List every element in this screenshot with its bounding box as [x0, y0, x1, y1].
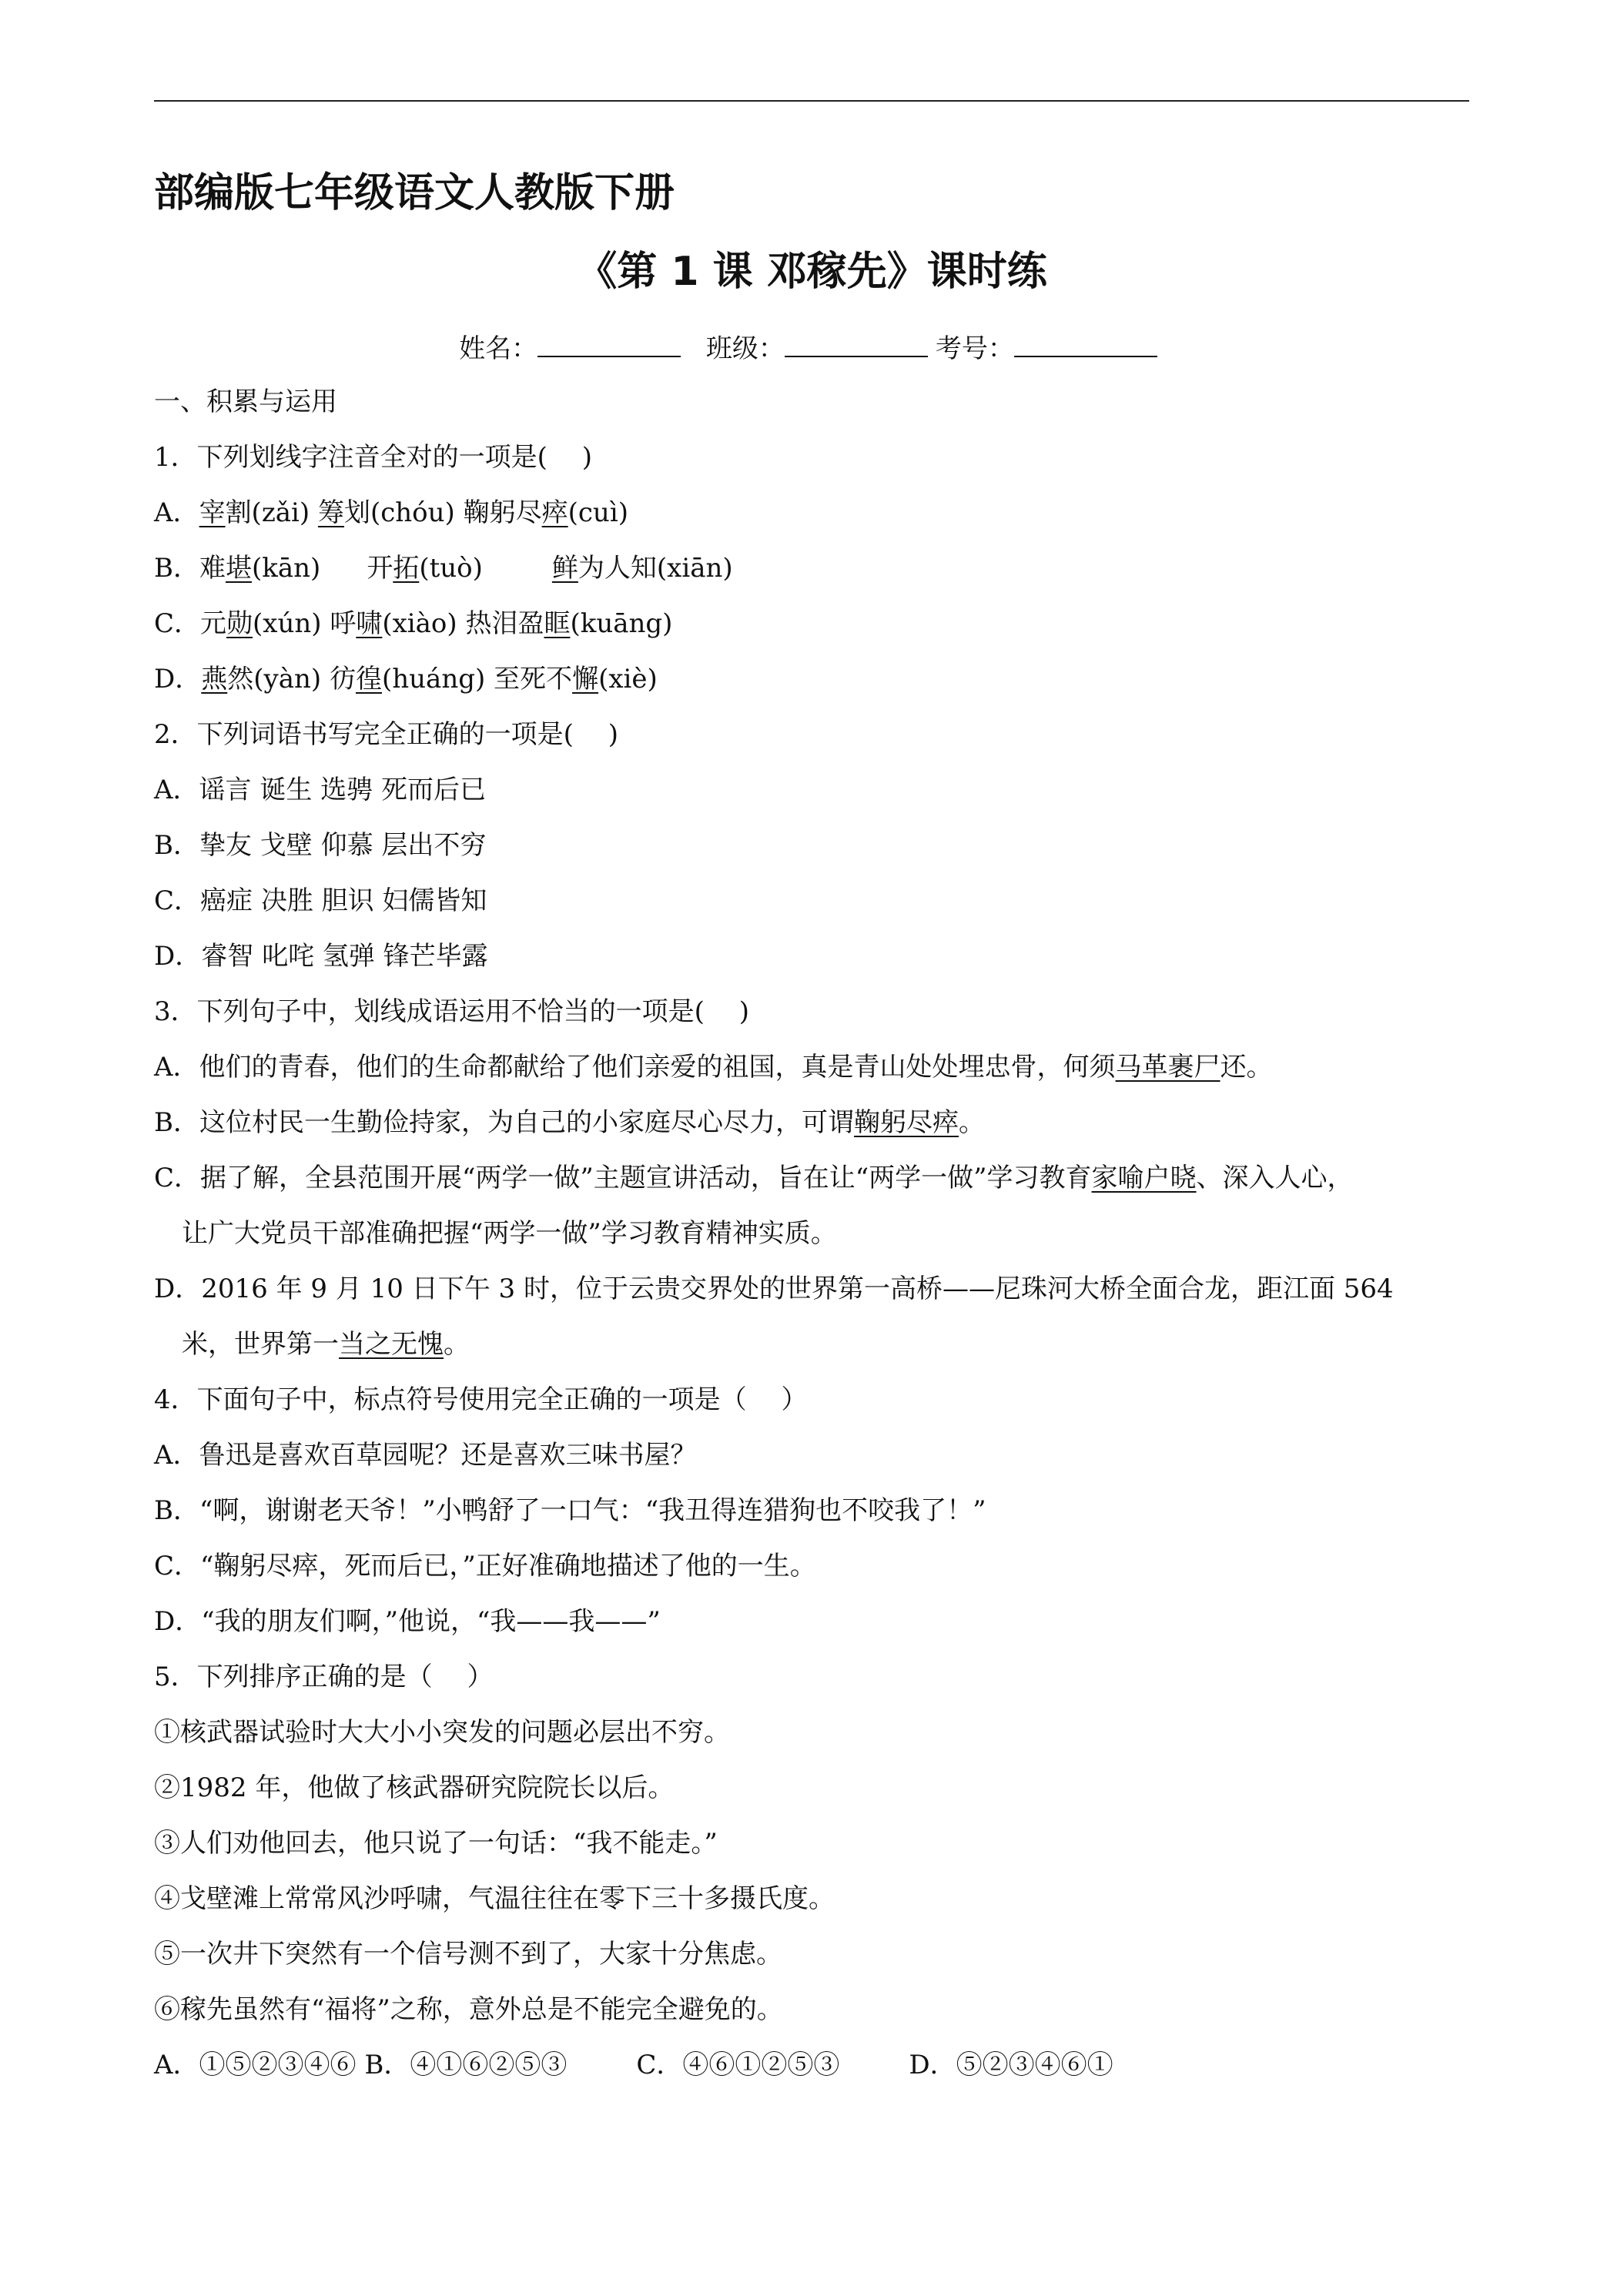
question-2-option-b: B．挚友 戈壁 仰慕 层出不穷 — [154, 830, 487, 861]
header-rule — [154, 100, 1469, 102]
question-4-option-a: A．鲁迅是喜欢百草园呢？还是喜欢三味书屋？ — [154, 1440, 697, 1471]
question-3-stem: 3．下列句子中，划线成语运用不恰当的一项是( ) — [154, 996, 749, 1027]
question-5-item: ①核武器试验时大大小小突发的问题必层出不穷。 — [154, 1717, 730, 1748]
question-4-stem: 4．下面句子中，标点符号使用完全正确的一项是（ ） — [154, 1384, 808, 1415]
question-5-option-b: B．④①⑥②⑤③ — [364, 2050, 568, 2080]
class-label: 班级： — [705, 333, 785, 364]
question-3-option-c: C．据了解，全县范围开展“两学一做”主题宣讲活动，旨在让“两学一做”学习教育家喻户晓、深入人心， — [154, 1163, 1354, 1193]
number-label: 考号： — [935, 333, 1014, 364]
student-info-line — [0, 327, 1624, 365]
lesson-title: 《第 1 课 邓稼先》课时练 — [577, 249, 1047, 295]
class-blank — [785, 333, 928, 357]
question-5-option-c: C．④⑥①②⑤③ — [636, 2050, 840, 2080]
question-1-option-c: C．元勋(xún) 呼啸(xiào) 热泪盈眶(kuāng) — [154, 608, 673, 639]
question-1-stem: 1．下列划线字注音全对的一项是( ) — [154, 442, 592, 473]
name-blank — [537, 333, 681, 357]
question-5-options — [154, 2048, 1113, 2082]
question-5-item: ②1982 年，他做了核武器研究院院长以后。 — [154, 1772, 675, 1803]
question-2-option-a: A．谣言 诞生 选骋 死而后已 — [154, 775, 486, 805]
name-label: 姓名： — [459, 333, 538, 364]
question-3-option-d: D．2016 年 9 月 10 日下午 3 时，位于云贵交界处的世界第一高桥——尼珠河大桥全面合龙，距江面 564 — [154, 1274, 1394, 1304]
question-4-option-b: B．“啊，谢谢老天爷！”小鸭舒了一口气：“我丑得连猎狗也不咬我了！” — [154, 1495, 986, 1526]
question-1-option-b: B．难堪(kān) 开拓(tuò) 鲜为人知(xiān) — [154, 553, 733, 584]
question-3-option-d-continued: 米，世界第一当之无愧。 — [182, 1329, 470, 1360]
question-1-option-a: A．宰割(zǎi) 筹划(chóu) 鞠躬尽瘁(cuì) — [154, 497, 628, 528]
question-5-item: ⑥稼先虽然有“福将”之称，意外总是不能完全避免的。 — [154, 1994, 783, 2025]
document-series-title: 部编版七年级语文人教版下册 — [154, 170, 675, 216]
question-2-option-c: C．癌症 决胜 胆识 妇儒皆知 — [154, 885, 487, 916]
question-3-option-a: A．他们的青春，他们的生命都献给了他们亲爱的祖国，真是青山处处埋忠骨，何须马革裹尸还。 — [154, 1052, 1273, 1083]
number-blank — [1014, 333, 1157, 357]
question-3-option-b: B．这位村民一生勤俭持家，为自己的小家庭尽心尽力，可谓鞠躬尽瘁。 — [154, 1107, 985, 1138]
question-2-stem: 2．下列词语书写完全正确的一项是( ) — [154, 719, 618, 750]
question-1-option-d: D．燕然(yàn) 彷徨(huáng) 至死不懈(xiè) — [154, 664, 658, 694]
question-5-item: ④戈壁滩上常常风沙呼啸，气温往往在零下三十多摄氏度。 — [154, 1883, 835, 1914]
question-5-item: ⑤一次井下突然有一个信号测不到了，大家十分焦虑。 — [154, 1939, 782, 1970]
question-3-option-c-continued: 让广大党员干部准确把握“两学一做”学习教育精神实质。 — [182, 1218, 837, 1249]
question-5-option-d: D．⑤②③④⑥① — [909, 2050, 1113, 2080]
question-4-option-c: C．“鞠躬尽瘁，死而后已，”正好准确地描述了他的一生。 — [154, 1551, 816, 1581]
question-5-stem: 5．下列排序正确的是（ ） — [154, 1662, 494, 1692]
section-heading: 一、积累与运用 — [154, 387, 337, 417]
question-5-option-a: A．①⑤②③④⑥ — [154, 2050, 357, 2080]
question-4-option-d: D．“我的朋友们啊，”他说，“我——我——” — [154, 1606, 661, 1637]
question-2-option-d: D．睿智 叱咤 氢弹 锋芒毕露 — [154, 941, 488, 972]
question-5-item: ③人们劝他回去，他只说了一句话：“我不能走。” — [154, 1828, 718, 1859]
